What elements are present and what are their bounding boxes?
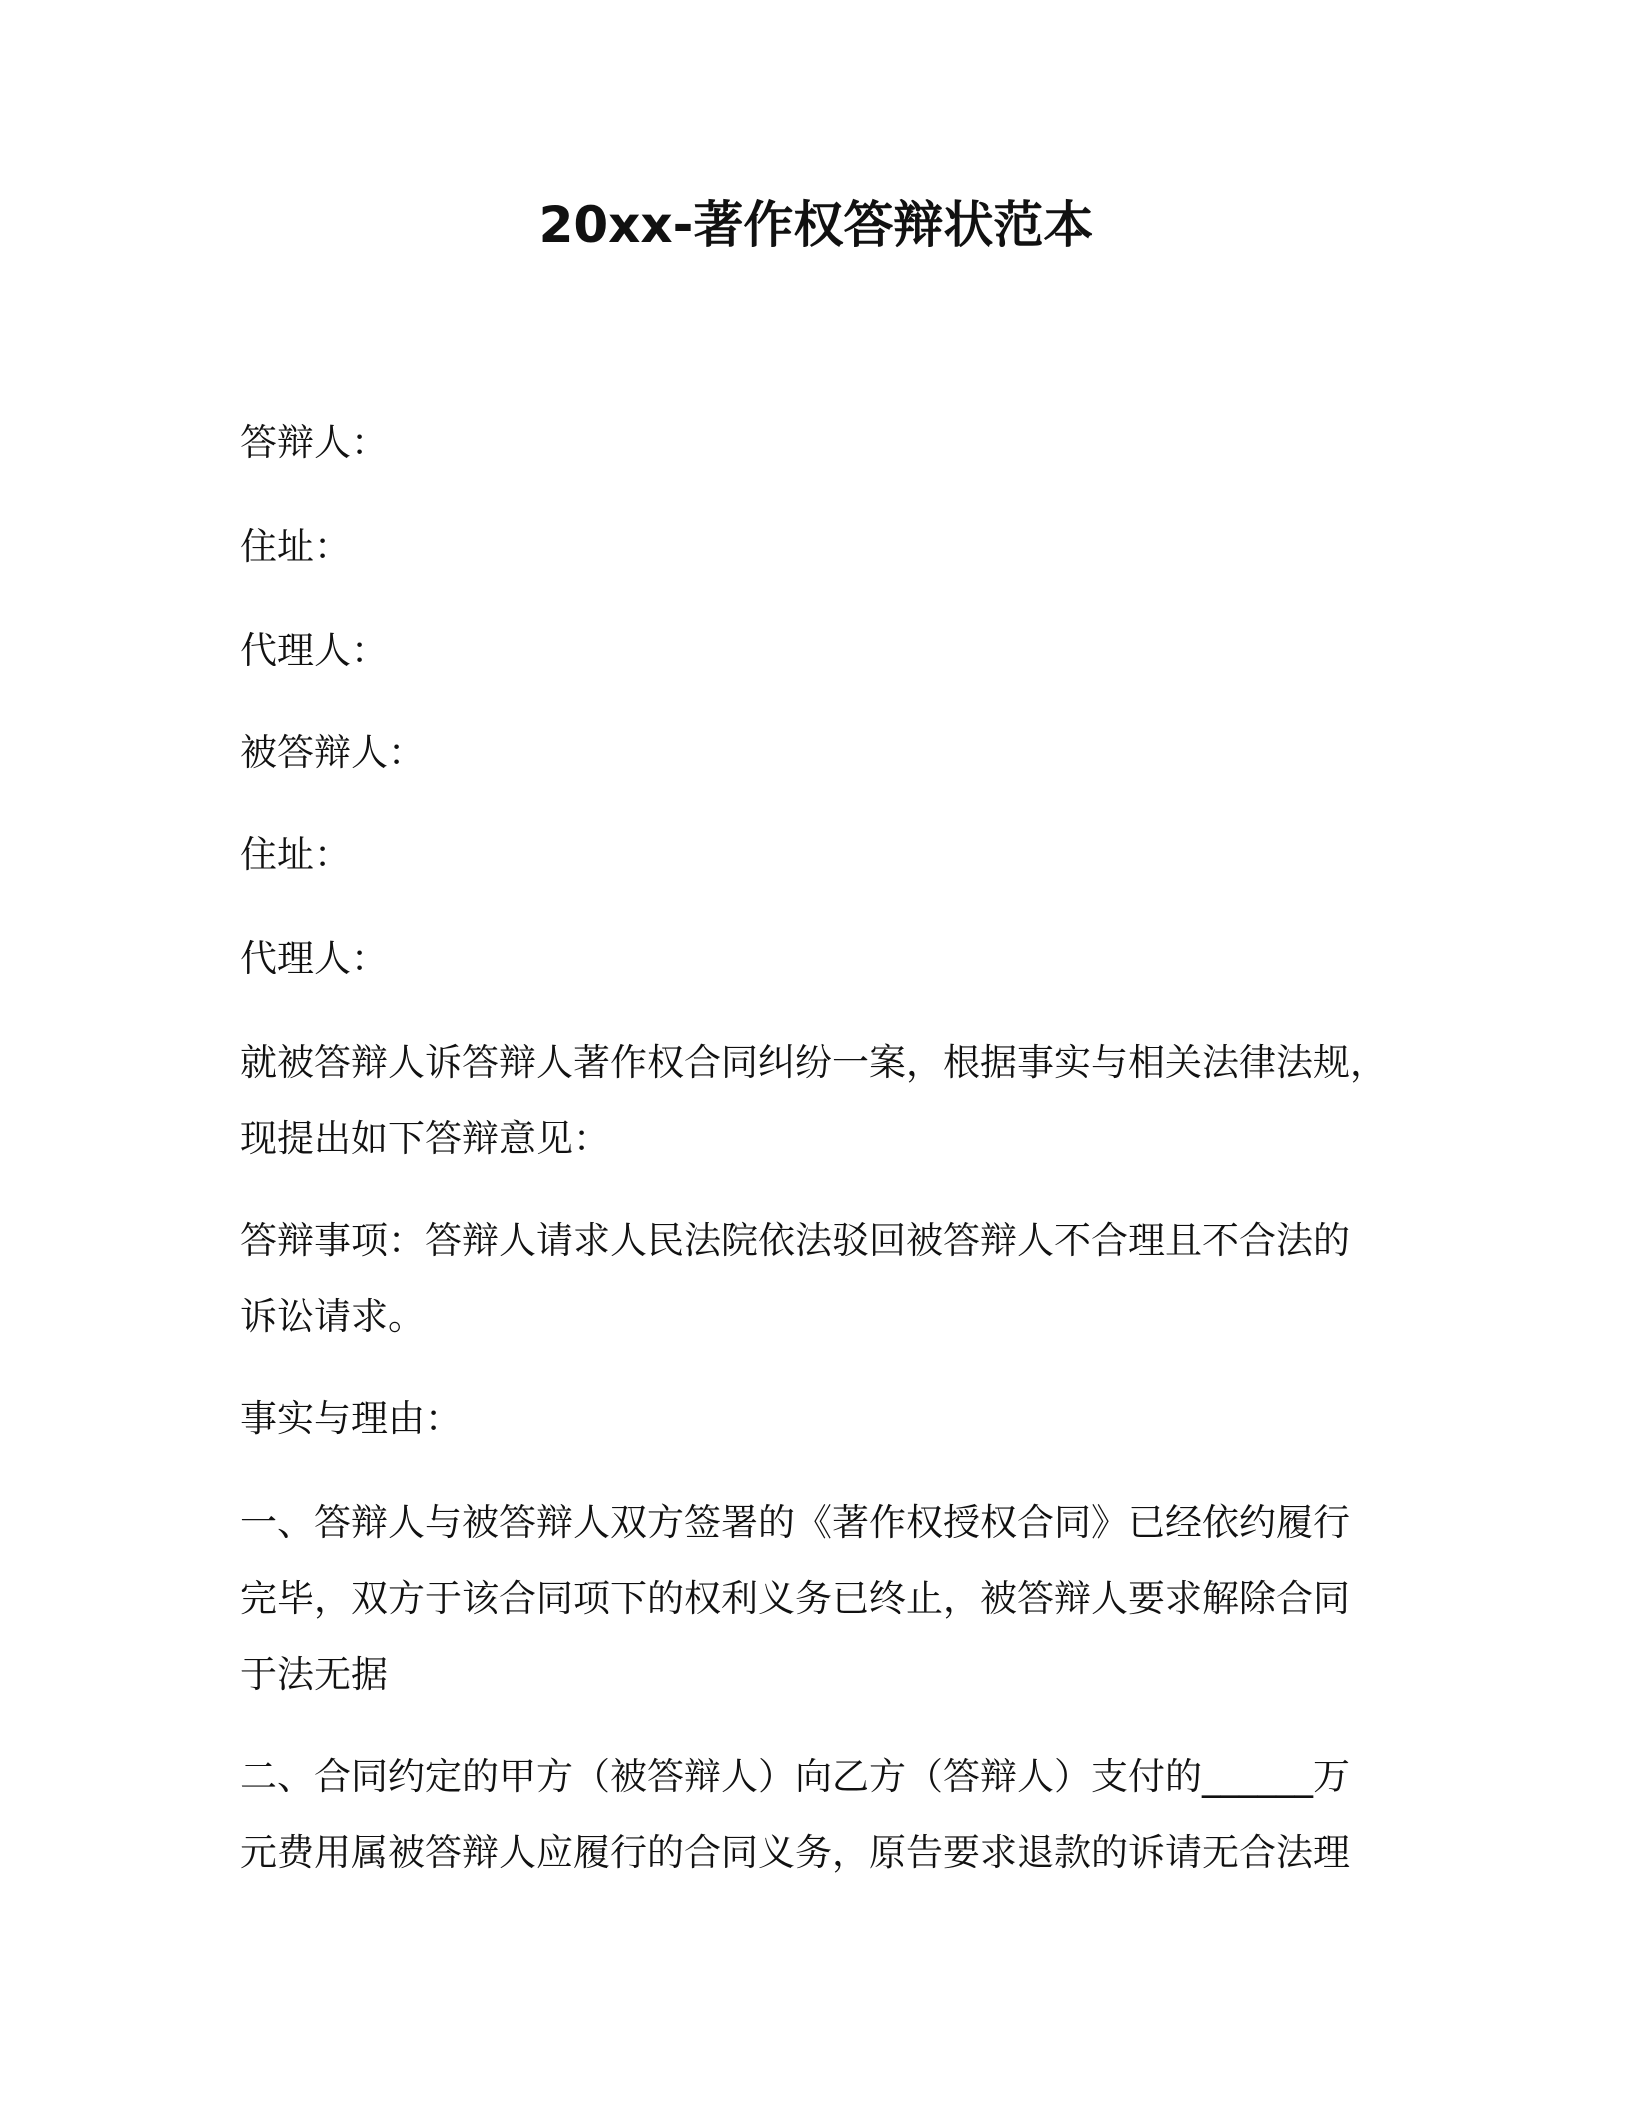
facts-reasons-heading: 事实与理由： xyxy=(240,1397,462,1440)
point-two-line: 元费用属被答辩人应履行的合同义务，原告要求退款的诉请无合法理 xyxy=(240,1831,1350,1874)
point-two-line: 二、合同约定的甲方（被答辩人）向乙方（答辩人）支付的______万 xyxy=(240,1755,1350,1798)
intro-paragraph-line: 现提出如下答辩意见： xyxy=(240,1117,610,1160)
intro-paragraph-line: 就被答辩人诉答辩人著作权合同纠纷一案，根据事实与相关法律法规， xyxy=(240,1041,1387,1084)
point-one-line: 完毕，双方于该合同项下的权利义务已终止，被答辩人要求解除合同 xyxy=(240,1577,1350,1620)
respondent-agent-label: 代理人： xyxy=(240,629,388,672)
plaintiff-agent-label: 代理人： xyxy=(240,937,388,980)
respondent-label: 答辩人： xyxy=(240,421,388,464)
plaintiff-address-label: 住址： xyxy=(240,833,351,876)
defense-matters-line: 答辩事项：答辩人请求人民法院依法驳回被答辩人不合理且不合法的 xyxy=(240,1219,1350,1262)
respondent-address-label: 住址： xyxy=(240,525,351,568)
document-title: 20xx-著作权答辩状范本 xyxy=(538,196,1094,254)
point-one-line: 于法无据 xyxy=(240,1653,388,1696)
plaintiff-label: 被答辩人： xyxy=(240,731,425,774)
point-one-line: 一、答辩人与被答辩人双方签署的《著作权授权合同》已经依约履行 xyxy=(240,1501,1350,1544)
defense-matters-line: 诉讼请求。 xyxy=(240,1295,425,1338)
